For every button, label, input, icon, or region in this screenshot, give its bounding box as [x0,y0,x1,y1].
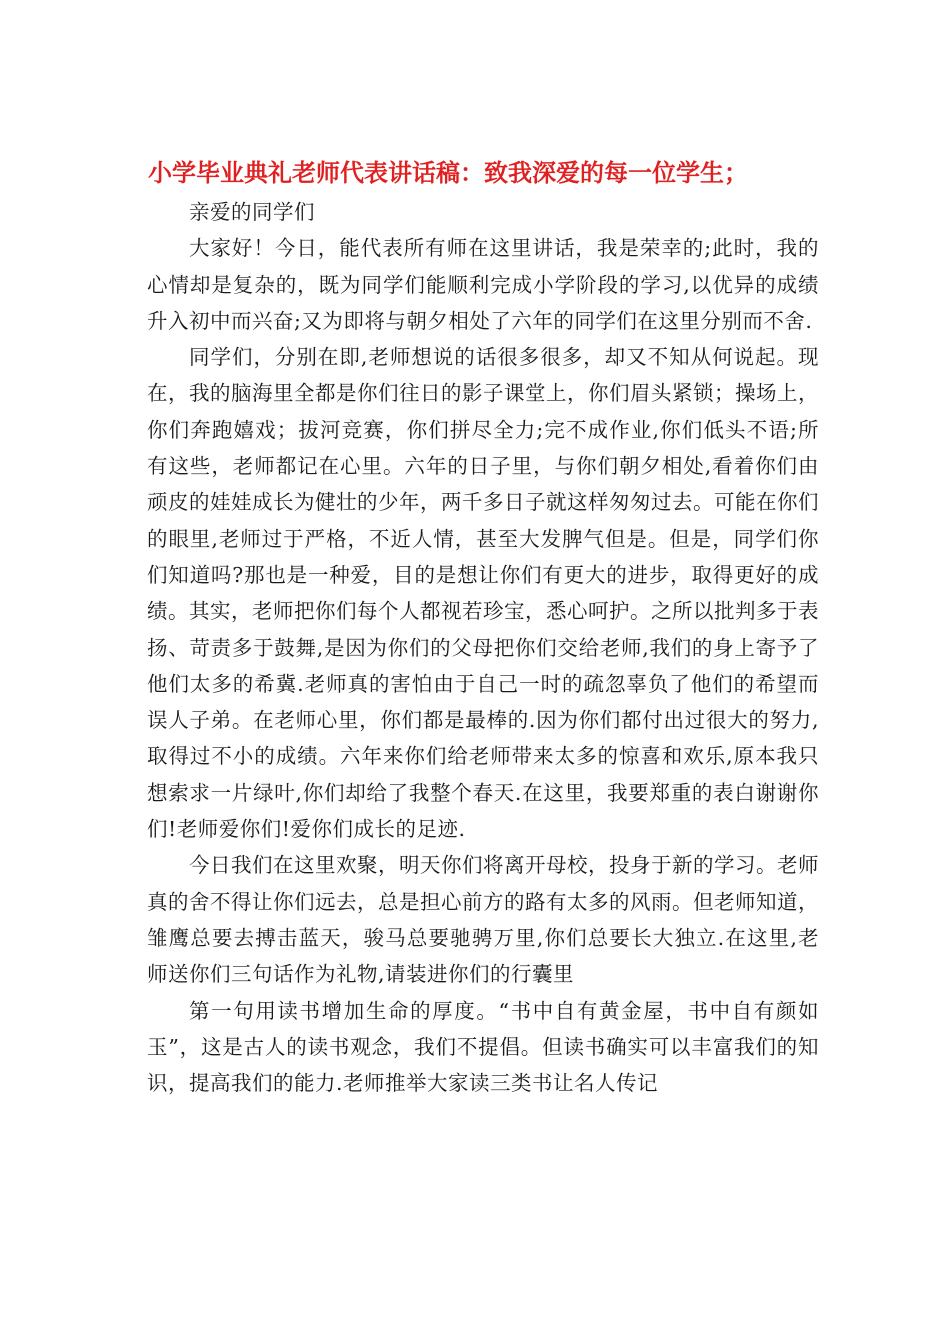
paragraph-3: 今日我们在这里欢聚，明天你们将离开母校，投身于新的学习。老师真的舍不得让你们远去，总是担心前方的路有太多的风雨。但老师知道，雏鹰总要去搏击蓝天，骏马总要驰骋万里,你们总要长大独立.在这里,老师送你们三句话作为礼物,请装进你们的行囊里 [147,853,819,987]
paragraph-1: 大家好！今日，能代表所有师在这里讲话，我是荣幸的;此时，我的心情却是复杂的，既为同学们能顺利完成小学阶段的学习,以优异的成绩升入初中而兴奋;又为即将与朝夕相处了六年的同学们在这里分别而不舍. [147,236,819,333]
document-title: 小学毕业典礼老师代表讲话稿：致我深爱的每一位学生； [148,159,748,187]
paragraph-4: 第一句用读书增加生命的厚度。“书中自有黄金屋，书中自有颜如玉”，这是古人的读书观念，我们不提倡。但读书确实可以丰富我们的知识，提高我们的能力.老师推举大家读三类书让名人传记 [147,998,819,1096]
salutation: 亲爱的同学们 [189,200,315,224]
document-body [147,194,819,1101]
paragraph-2: 同学们，分别在即,老师想说的话很多很多，却又不知从何说起。现在，我的脑海里全都是你们往日的影子课堂上，你们眉头紧锁；操场上，你们奔跑嬉戏；拔河竞赛，你们拼尽全力;完不成作业,你们低头不语;所有这些，老师都记在心里。六年的日子里，与你们朝夕相处,看着你们由顽皮的娃娃成长为健壮的少年，两千多日子就这样匆匆过去。可能在你们的眼里,老师过于严格，不近人情，甚至大发脾气但是。但是，同学们你们知道吗?那也是一种爱，目的是想让你们有更大的进步，取得更好的成绩。其实，老师把你们每个人都视若珍宝，悉心呵护。之所以批判多于表扬、苛责多于鼓舞,是因为你们的父母把你们交给老师,我们的身上寄予了他们太多的希冀.老师真的害怕由于自己一时的疏忽辜负了他们的希望而误人子弟。在老师心里，你们都是最棒的.因为你们都付出过很大的努力,取得过不小的成绩。六年来你们给老师带来太多的惊喜和欢乐,原本我只想索求一片绿叶,你们却给了我整个春天.在这里，我要郑重的表白谢谢你们!老师爱你们!爱你们成长的足迹. [147,345,819,842]
